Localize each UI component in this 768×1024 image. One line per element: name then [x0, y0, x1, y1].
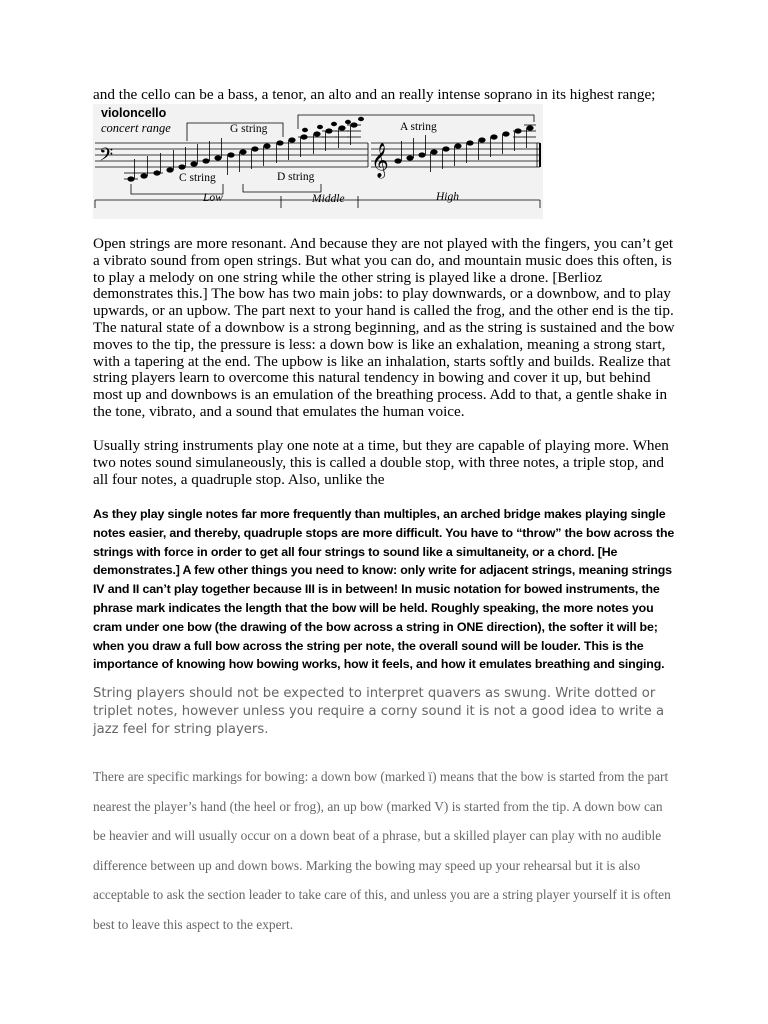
label-a-string: A string	[400, 121, 437, 133]
paragraph-intro: and the cello can be a bass, a tenor, an alto and an really intense soprano in its highest range;	[93, 86, 656, 103]
label-low: Low	[203, 192, 223, 204]
label-high: High	[436, 191, 459, 203]
paragraph-arched-bridge: As they play single notes far more frequently than multiples, an arched bridge makes playing single notes easier, and thereby, quadruple stops are more difficult. You have to “throw” the bow across the strings with force in order to get all four strings to sound like a simultaneity, or a chord. [He demonstrates.] A few other things you need to know: only write for adjacent strings, meaning strings IV and II can’t play together because III is in between! In music notation for bowed instruments, the phrase mark indicates the length that the bow will be held. Roughly speaking, the more notes you cram under one bow (the drawing of the bow across a string in ONE direction), the softer it will be; when you draw a full bow across the string per note, the overall sound will be louder. This is the importance of knowing how bowing works, how it feels, and how it emulates breathing and singing.	[93, 507, 675, 672]
paragraph-bowing-markings: There are specific markings for bowing: a down bow (marked ï) means that the bow is started from the part nearest the player’s hand (the heel or frog), an up bow (marked V) is started from the tip. A down bow can be heavier and will usually occur on a down beat of a phrase, but a skilled player can play with no audible difference between up and down bows. Marking the bowing may speed up your rehearsal but it is also acceptable to ask the section leader to take care of this, and unless you are a string player yourself it is often best to leave this aspect to the expert.	[93, 769, 671, 932]
figure-title: violoncello	[101, 106, 167, 120]
figure-subtitle: concert range	[101, 121, 171, 135]
treble-clef-icon: 𝄞	[371, 143, 389, 178]
paragraph-open-strings: Open strings are more resonant. And because they are not played with the fingers, you can’t get a vibrato sound from open strings. But what you can do, and mountain music does this often, is to play a melody on one string while the other string is played like a drone. [Berlioz demonstrates this.] The bow has two main jobs: to play downwards, or a downbow, and to play upwards, or an upbow. The part next to your hand is called the frog, and the other end is the tip. The natural state of a downbow is a strong beginning, and as the string is sustained and the bow moves to the tip, the pressure is less: a down bow is like an exhalation, meaning a strong start, with a tapering at the end. The upbow is like an inhalation, starts softly and builds. Realize that string players learn to overcome this natural tendency in bowing and cover it up, but behind most up and downbows is an emulation of the breathing process. Add to that, a gentle shake in the tone, vibrato, and a sound that emulates the human voice.	[93, 235, 675, 420]
paragraph-double-stops: Usually string instruments play one note at a time, but they are capable of playing more. When two notes sound simulaneously, this is called a double stop, with three notes, a triple stop, and all four notes, a quadruple stop. Also, unlike the	[93, 437, 669, 488]
bass-clef-icon: 𝄢	[99, 145, 114, 170]
cello-range-figure	[93, 104, 543, 219]
label-middle: Middle	[312, 193, 345, 205]
paragraph-quavers: String players should not be expected to interpret quavers as swung. Write dotted or triplet notes, however unless you require a corny sound it is not a good idea to write a jazz feel for string players.	[93, 686, 665, 737]
label-d-string: D string	[277, 171, 315, 183]
label-c-string: C string	[179, 172, 216, 184]
label-g-string: G string	[230, 123, 268, 135]
